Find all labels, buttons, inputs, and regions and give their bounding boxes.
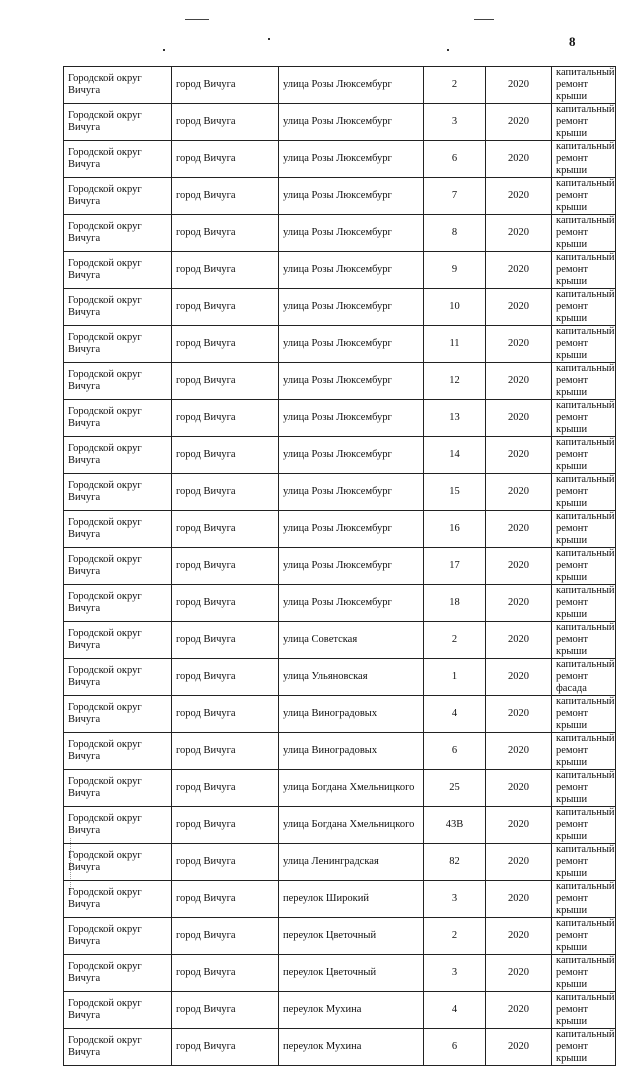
table-row bbox=[64, 548, 616, 585]
work-type-cell: капитальный ремонт крыши bbox=[552, 844, 616, 881]
city-cell: город Вичуга bbox=[172, 511, 279, 548]
city-cell: город Вичуга bbox=[172, 252, 279, 289]
work-type-cell: капитальный ремонт крыши bbox=[552, 881, 616, 918]
scan-artifact-line bbox=[474, 19, 494, 20]
city-cell: город Вичуга bbox=[172, 918, 279, 955]
year-cell: 2020 bbox=[486, 770, 552, 807]
table-row bbox=[64, 696, 616, 733]
city-cell: город Вичуга bbox=[172, 548, 279, 585]
table-row bbox=[64, 400, 616, 437]
city-cell: город Вичуга bbox=[172, 178, 279, 215]
work-type-cell: капитальный ремонт крыши bbox=[552, 955, 616, 992]
house-number-cell: 7 bbox=[424, 178, 486, 215]
city-cell: город Вичуга bbox=[172, 289, 279, 326]
city-cell: город Вичуга bbox=[172, 1029, 279, 1066]
district-cell: Городской округ Вичуга bbox=[64, 289, 172, 326]
year-cell: 2020 bbox=[486, 881, 552, 918]
work-type-cell: капитальный ремонт крыши bbox=[552, 215, 616, 252]
table-row bbox=[64, 511, 616, 548]
work-type-cell: капитальный ремонт крыши bbox=[552, 437, 616, 474]
year-cell: 2020 bbox=[486, 252, 552, 289]
year-cell: 2020 bbox=[486, 955, 552, 992]
city-cell: город Вичуга bbox=[172, 992, 279, 1029]
work-type-cell: капитальный ремонт крыши bbox=[552, 67, 616, 104]
district-cell: Городской округ Вичуга bbox=[64, 955, 172, 992]
year-cell: 2020 bbox=[486, 400, 552, 437]
district-cell: Городской округ Вичуга bbox=[64, 881, 172, 918]
work-type-cell: капитальный ремонт крыши bbox=[552, 733, 616, 770]
house-number-cell: 17 bbox=[424, 548, 486, 585]
district-cell: Городской округ Вичуга bbox=[64, 178, 172, 215]
city-cell: город Вичуга bbox=[172, 363, 279, 400]
house-number-cell: 2 bbox=[424, 918, 486, 955]
city-cell: город Вичуга bbox=[172, 622, 279, 659]
city-cell: город Вичуга bbox=[172, 437, 279, 474]
district-cell: Городской округ Вичуга bbox=[64, 104, 172, 141]
city-cell: город Вичуга bbox=[172, 104, 279, 141]
house-number-cell: 6 bbox=[424, 141, 486, 178]
district-cell: Городской округ Вичуга bbox=[64, 918, 172, 955]
house-number-cell: 16 bbox=[424, 511, 486, 548]
scan-artifact-dot bbox=[163, 49, 165, 51]
table-row bbox=[64, 770, 616, 807]
work-type-cell: капитальный ремонт крыши bbox=[552, 622, 616, 659]
district-cell: Городской округ Вичуга bbox=[64, 141, 172, 178]
district-cell: Городской округ Вичуга bbox=[64, 992, 172, 1029]
district-cell: Городской округ Вичуга bbox=[64, 696, 172, 733]
house-number-cell: 14 bbox=[424, 437, 486, 474]
city-cell: город Вичуга bbox=[172, 807, 279, 844]
district-cell: Городской округ Вичуга bbox=[64, 659, 172, 696]
street-cell: улица Розы Люксембург bbox=[279, 437, 424, 474]
work-type-cell: капитальный ремонт крыши bbox=[552, 548, 616, 585]
year-cell: 2020 bbox=[486, 622, 552, 659]
street-cell: улица Розы Люксембург bbox=[279, 326, 424, 363]
year-cell: 2020 bbox=[486, 548, 552, 585]
city-cell: город Вичуга bbox=[172, 881, 279, 918]
street-cell: улица Розы Люксембург bbox=[279, 67, 424, 104]
street-cell: улица Ульяновская bbox=[279, 659, 424, 696]
table-row bbox=[64, 881, 616, 918]
street-cell: переулок Цветочный bbox=[279, 955, 424, 992]
city-cell: город Вичуга bbox=[172, 696, 279, 733]
house-number-cell: 15 bbox=[424, 474, 486, 511]
city-cell: город Вичуга bbox=[172, 215, 279, 252]
street-cell: улица Розы Люксембург bbox=[279, 104, 424, 141]
district-cell: Городской округ Вичуга bbox=[64, 474, 172, 511]
city-cell: город Вичуга bbox=[172, 67, 279, 104]
work-type-cell: капитальный ремонт крыши bbox=[552, 178, 616, 215]
work-type-cell: капитальный ремонт крыши bbox=[552, 696, 616, 733]
street-cell: улица Советская bbox=[279, 622, 424, 659]
work-type-cell: капитальный ремонт крыши bbox=[552, 252, 616, 289]
work-type-cell: капитальный ремонт крыши bbox=[552, 363, 616, 400]
year-cell: 2020 bbox=[486, 141, 552, 178]
year-cell: 2020 bbox=[486, 918, 552, 955]
district-cell: Городской округ Вичуга bbox=[64, 770, 172, 807]
table-row bbox=[64, 1029, 616, 1066]
house-number-cell: 2 bbox=[424, 67, 486, 104]
table-row bbox=[64, 992, 616, 1029]
district-cell: Городской округ Вичуга bbox=[64, 437, 172, 474]
work-type-cell: капитальный ремонт фасада bbox=[552, 659, 616, 696]
scan-artifact-dot bbox=[447, 49, 449, 51]
district-cell: Городской округ Вичуга bbox=[64, 733, 172, 770]
street-cell: улица Розы Люксембург bbox=[279, 474, 424, 511]
buildings-table bbox=[63, 66, 616, 1066]
table-row bbox=[64, 807, 616, 844]
table-row bbox=[64, 585, 616, 622]
table-row bbox=[64, 326, 616, 363]
street-cell: переулок Мухина bbox=[279, 992, 424, 1029]
work-type-cell: капитальный ремонт крыши bbox=[552, 770, 616, 807]
house-number-cell: 2 bbox=[424, 622, 486, 659]
house-number-cell: 6 bbox=[424, 733, 486, 770]
city-cell: город Вичуга bbox=[172, 326, 279, 363]
city-cell: город Вичуга bbox=[172, 733, 279, 770]
house-number-cell: 8 bbox=[424, 215, 486, 252]
district-cell: Городской округ Вичуга bbox=[64, 1029, 172, 1066]
work-type-cell: капитальный ремонт крыши bbox=[552, 289, 616, 326]
house-number-cell: 4 bbox=[424, 992, 486, 1029]
table-row bbox=[64, 363, 616, 400]
street-cell: улица Розы Люксембург bbox=[279, 141, 424, 178]
city-cell: город Вичуга bbox=[172, 474, 279, 511]
year-cell: 2020 bbox=[486, 696, 552, 733]
table-row bbox=[64, 289, 616, 326]
district-cell: Городской округ Вичуга bbox=[64, 326, 172, 363]
street-cell: улица Богдана Хмельницкого bbox=[279, 807, 424, 844]
street-cell: улица Розы Люксембург bbox=[279, 363, 424, 400]
house-number-cell: 10 bbox=[424, 289, 486, 326]
year-cell: 2020 bbox=[486, 474, 552, 511]
district-cell: Городской округ Вичуга bbox=[64, 252, 172, 289]
house-number-cell: 3 bbox=[424, 881, 486, 918]
table-row bbox=[64, 141, 616, 178]
work-type-cell: капитальный ремонт крыши bbox=[552, 807, 616, 844]
street-cell: переулок Цветочный bbox=[279, 918, 424, 955]
street-cell: улица Розы Люксембург bbox=[279, 548, 424, 585]
district-cell: Городской округ Вичуга bbox=[64, 511, 172, 548]
district-cell: Городской округ Вичуга bbox=[64, 585, 172, 622]
street-cell: улица Розы Люксембург bbox=[279, 178, 424, 215]
street-cell: улица Розы Люксембург bbox=[279, 400, 424, 437]
work-type-cell: капитальный ремонт крыши bbox=[552, 1029, 616, 1066]
year-cell: 2020 bbox=[486, 1029, 552, 1066]
table-row bbox=[64, 474, 616, 511]
street-cell: улица Виноградовых bbox=[279, 696, 424, 733]
scan-artifact-dot bbox=[268, 38, 270, 40]
district-cell: Городской округ Вичуга bbox=[64, 548, 172, 585]
year-cell: 2020 bbox=[486, 326, 552, 363]
house-number-cell: 11 bbox=[424, 326, 486, 363]
year-cell: 2020 bbox=[486, 104, 552, 141]
district-cell: Городской округ Вичуга bbox=[64, 67, 172, 104]
district-cell: Городской округ Вичуга bbox=[64, 807, 172, 844]
work-type-cell: капитальный ремонт крыши bbox=[552, 141, 616, 178]
house-number-cell: 18 bbox=[424, 585, 486, 622]
district-cell: Городской округ Вичуга bbox=[64, 215, 172, 252]
street-cell: улица Розы Люксембург bbox=[279, 215, 424, 252]
page-number: 8 bbox=[569, 34, 576, 49]
year-cell: 2020 bbox=[486, 67, 552, 104]
house-number-cell: 43В bbox=[424, 807, 486, 844]
street-cell: улица Розы Люксембург bbox=[279, 585, 424, 622]
city-cell: город Вичуга bbox=[172, 141, 279, 178]
year-cell: 2020 bbox=[486, 437, 552, 474]
city-cell: город Вичуга bbox=[172, 400, 279, 437]
table-row bbox=[64, 104, 616, 141]
house-number-cell: 1 bbox=[424, 659, 486, 696]
district-cell: Городской округ Вичуга bbox=[64, 622, 172, 659]
table-body bbox=[64, 67, 616, 1066]
house-number-cell: 12 bbox=[424, 363, 486, 400]
work-type-cell: капитальный ремонт крыши bbox=[552, 918, 616, 955]
house-number-cell: 82 bbox=[424, 844, 486, 881]
street-cell: улица Розы Люксембург bbox=[279, 252, 424, 289]
table-row bbox=[64, 659, 616, 696]
year-cell: 2020 bbox=[486, 659, 552, 696]
district-cell: Городской округ Вичуга bbox=[64, 363, 172, 400]
district-cell: Городской округ Вичуга bbox=[64, 400, 172, 437]
work-type-cell: капитальный ремонт крыши bbox=[552, 474, 616, 511]
table-row bbox=[64, 733, 616, 770]
year-cell: 2020 bbox=[486, 992, 552, 1029]
table-row bbox=[64, 215, 616, 252]
year-cell: 2020 bbox=[486, 289, 552, 326]
work-type-cell: капитальный ремонт крыши bbox=[552, 104, 616, 141]
year-cell: 2020 bbox=[486, 363, 552, 400]
table-row bbox=[64, 437, 616, 474]
scan-artifact-line bbox=[185, 19, 209, 20]
house-number-cell: 25 bbox=[424, 770, 486, 807]
year-cell: 2020 bbox=[486, 511, 552, 548]
street-cell: переулок Мухина bbox=[279, 1029, 424, 1066]
house-number-cell: 4 bbox=[424, 696, 486, 733]
work-type-cell: капитальный ремонт крыши bbox=[552, 511, 616, 548]
city-cell: город Вичуга bbox=[172, 955, 279, 992]
city-cell: город Вичуга bbox=[172, 770, 279, 807]
house-number-cell: 9 bbox=[424, 252, 486, 289]
district-cell: Городской округ Вичуга bbox=[64, 844, 172, 881]
table-row bbox=[64, 622, 616, 659]
year-cell: 2020 bbox=[486, 844, 552, 881]
street-cell: улица Виноградовых bbox=[279, 733, 424, 770]
table-row bbox=[64, 252, 616, 289]
year-cell: 2020 bbox=[486, 733, 552, 770]
table-row bbox=[64, 918, 616, 955]
city-cell: город Вичуга bbox=[172, 585, 279, 622]
street-cell: улица Богдана Хмельницкого bbox=[279, 770, 424, 807]
year-cell: 2020 bbox=[486, 215, 552, 252]
year-cell: 2020 bbox=[486, 807, 552, 844]
year-cell: 2020 bbox=[486, 178, 552, 215]
street-cell: улица Розы Люксембург bbox=[279, 289, 424, 326]
house-number-cell: 3 bbox=[424, 104, 486, 141]
street-cell: улица Ленинградская bbox=[279, 844, 424, 881]
house-number-cell: 6 bbox=[424, 1029, 486, 1066]
house-number-cell: 13 bbox=[424, 400, 486, 437]
work-type-cell: капитальный ремонт крыши bbox=[552, 326, 616, 363]
street-cell: переулок Широкий bbox=[279, 881, 424, 918]
table-row bbox=[64, 178, 616, 215]
work-type-cell: капитальный ремонт крыши bbox=[552, 585, 616, 622]
work-type-cell: капитальный ремонт крыши bbox=[552, 992, 616, 1029]
table-row bbox=[64, 67, 616, 104]
work-type-cell: капитальный ремонт крыши bbox=[552, 400, 616, 437]
table-row bbox=[64, 955, 616, 992]
table-row bbox=[64, 844, 616, 881]
street-cell: улица Розы Люксембург bbox=[279, 511, 424, 548]
year-cell: 2020 bbox=[486, 585, 552, 622]
city-cell: город Вичуга bbox=[172, 659, 279, 696]
city-cell: город Вичуга bbox=[172, 844, 279, 881]
house-number-cell: 3 bbox=[424, 955, 486, 992]
